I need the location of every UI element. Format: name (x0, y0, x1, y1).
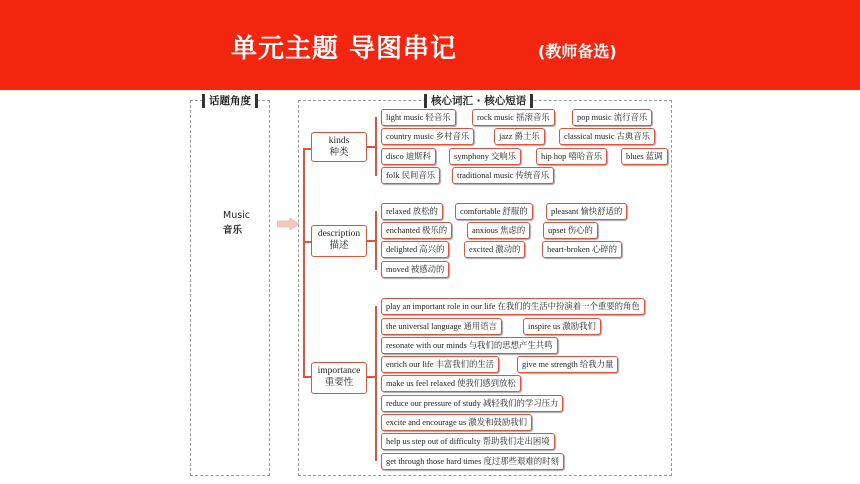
topic-angle-panel (190, 100, 270, 476)
item-kinds-3: pop music 流行音乐 (572, 109, 652, 126)
arrow-right-icon (277, 218, 299, 230)
category-importance-zh: 重要性 (324, 378, 354, 388)
item-kinds-12: traditional music 传统音乐 (452, 167, 554, 184)
connector-description (367, 240, 376, 242)
item-description-9: heart-broken 心碎的 (542, 241, 622, 258)
item-importance-1: play an important role in our life 在我们的生活中扮演着一个重要的角色 (381, 298, 645, 315)
item-description-4: enchanted 极乐的 (381, 222, 452, 239)
item-importance-10: help us step out of difficulty 帮助我们走出困境 (381, 433, 555, 450)
item-description-7: delighted 高兴的 (381, 241, 449, 258)
banner-subtitle: (教师备选) (538, 42, 617, 61)
item-importance-3: inspire us 激励我们 (523, 318, 601, 335)
item-importance-2: the universal language 通用语言 (381, 318, 502, 335)
category-description-zh: 描述 (329, 241, 349, 251)
item-description-1: relaxed 放松的 (381, 203, 443, 220)
brace-importance (375, 306, 377, 461)
item-importance-4: resonate with our minds 与我们的思想产生共鸣 (381, 337, 558, 354)
item-importance-7: make us feel relaxed 使我们感到放松 (381, 375, 521, 392)
item-kinds-10: blues 蓝调 (621, 148, 668, 165)
main-brace (303, 148, 305, 377)
center-topic-en: Music (223, 210, 251, 221)
item-description-10: moved 被感动的 (381, 261, 449, 278)
item-kinds-1: light music 轻音乐 (381, 109, 456, 126)
item-kinds-5: jazz 爵士乐 (494, 128, 545, 145)
center-topic-zh: 音乐 (223, 225, 243, 236)
item-importance-8: reduce our pressure of study 减轻我们的学习压力 (381, 395, 563, 412)
category-importance (311, 362, 367, 394)
item-description-8: excited 激动的 (464, 241, 525, 258)
item-kinds-11: folk 民间音乐 (381, 167, 440, 184)
core-vocab-heading: 核心词汇 · 核心短语 (424, 94, 533, 108)
banner-title: 单元主题 导图串记 (231, 34, 458, 64)
item-kinds-7: disco 迪斯科 (381, 148, 436, 165)
item-kinds-2: rock music 摇滚音乐 (472, 109, 555, 126)
category-description (311, 225, 367, 257)
item-kinds-9: hip hop 嘻哈音乐 (536, 148, 607, 165)
item-description-2: comfortable 舒服的 (455, 203, 533, 220)
title-banner (0, 0, 860, 90)
item-description-3: pleasant 愉快舒适的 (546, 203, 627, 220)
category-description-en: description (317, 229, 361, 239)
category-kinds-en: kinds (328, 136, 350, 146)
item-description-6: upset 伤心的 (543, 222, 598, 239)
item-kinds-6: classical music 古典音乐 (559, 128, 655, 145)
category-importance-en: importance (317, 366, 361, 376)
item-importance-9: excite and encourage us 激发和鼓励我们 (381, 414, 532, 431)
item-importance-11: get through those hard times 度过那些艰难的时刻 (381, 453, 564, 470)
connector-importance (367, 376, 376, 378)
category-kinds-zh: 种类 (329, 148, 349, 158)
item-importance-5: enrich our life 丰富我们的生活 (381, 356, 499, 373)
item-kinds-8: symphony 交响乐 (449, 148, 521, 165)
connector-kinds (367, 146, 376, 148)
category-kinds (311, 132, 367, 162)
item-importance-6: give me strength 给我力量 (517, 356, 618, 373)
item-kinds-4: country music 乡村音乐 (381, 128, 474, 145)
topic-angle-heading: 话题角度 (202, 94, 258, 108)
item-description-5: anxious 焦虑的 (467, 222, 530, 239)
